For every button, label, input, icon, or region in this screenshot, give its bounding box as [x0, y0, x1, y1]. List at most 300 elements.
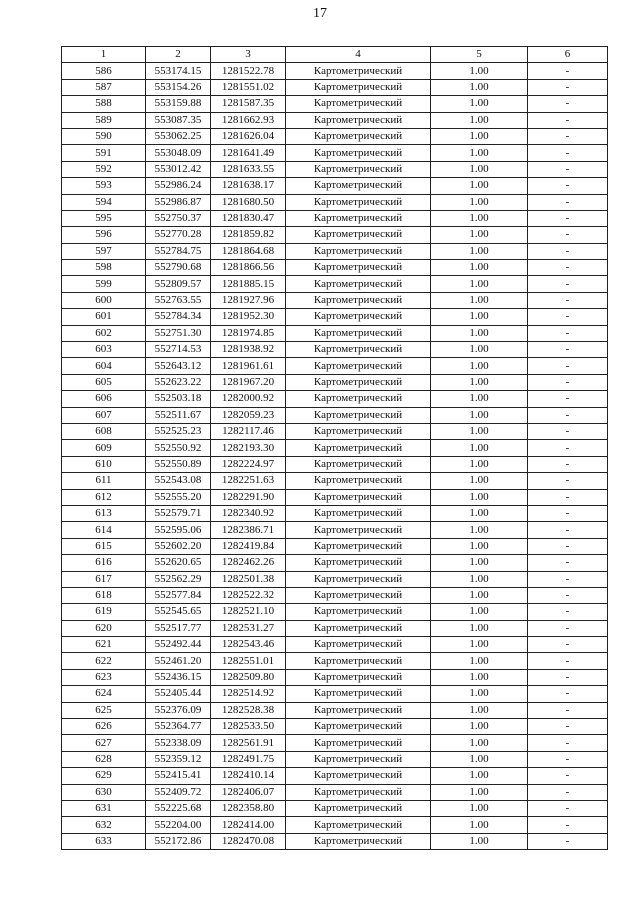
point-number-cell: 621 — [62, 637, 146, 653]
y-coordinate-cell: 1281551.02 — [211, 79, 286, 95]
table-row — [62, 145, 608, 161]
x-coordinate-cell: 552714.53 — [146, 342, 211, 358]
x-coordinate-cell: 552338.09 — [146, 735, 211, 751]
point-number-cell: 606 — [62, 391, 146, 407]
method-cell: Картометрический — [286, 440, 431, 456]
accuracy-cell: 1.00 — [431, 194, 528, 210]
note-cell: - — [528, 538, 608, 554]
note-cell: - — [528, 522, 608, 538]
point-number-cell: 616 — [62, 555, 146, 571]
method-cell: Картометрический — [286, 194, 431, 210]
method-cell: Картометрический — [286, 473, 431, 489]
point-number-cell: 586 — [62, 63, 146, 79]
table-row — [62, 587, 608, 603]
y-coordinate-cell: 1282561.91 — [211, 735, 286, 751]
point-number-cell: 597 — [62, 243, 146, 259]
method-cell: Картометрический — [286, 391, 431, 407]
method-cell: Картометрический — [286, 210, 431, 226]
point-number-cell: 600 — [62, 292, 146, 308]
point-number-cell: 598 — [62, 260, 146, 276]
x-coordinate-cell: 552172.86 — [146, 833, 211, 849]
x-coordinate-cell: 552405.44 — [146, 686, 211, 702]
note-cell: - — [528, 194, 608, 210]
method-cell: Картометрический — [286, 735, 431, 751]
accuracy-cell: 1.00 — [431, 653, 528, 669]
method-cell: Картометрический — [286, 79, 431, 95]
y-coordinate-cell: 1282224.97 — [211, 456, 286, 472]
table-row — [62, 522, 608, 538]
note-cell: - — [528, 178, 608, 194]
table-row — [62, 260, 608, 276]
table-row — [62, 276, 608, 292]
note-cell: - — [528, 407, 608, 423]
note-cell: - — [528, 145, 608, 161]
accuracy-cell: 1.00 — [431, 96, 528, 112]
table-row — [62, 309, 608, 325]
accuracy-cell: 1.00 — [431, 489, 528, 505]
column-header: 4 — [286, 47, 431, 63]
note-cell: - — [528, 833, 608, 849]
y-coordinate-cell: 1281522.78 — [211, 63, 286, 79]
y-coordinate-cell: 1282291.90 — [211, 489, 286, 505]
y-coordinate-cell: 1282000.92 — [211, 391, 286, 407]
accuracy-cell: 1.00 — [431, 79, 528, 95]
method-cell: Картометрический — [286, 292, 431, 308]
point-number-cell: 596 — [62, 227, 146, 243]
y-coordinate-cell: 1281974.85 — [211, 325, 286, 341]
note-cell: - — [528, 817, 608, 833]
point-number-cell: 591 — [62, 145, 146, 161]
table-row — [62, 637, 608, 653]
method-cell: Картометрический — [286, 719, 431, 735]
method-cell: Картометрический — [286, 325, 431, 341]
accuracy-cell: 1.00 — [431, 817, 528, 833]
x-coordinate-cell: 552602.20 — [146, 538, 211, 554]
x-coordinate-cell: 552204.00 — [146, 817, 211, 833]
table-row — [62, 391, 608, 407]
table-row — [62, 538, 608, 554]
point-number-cell: 627 — [62, 735, 146, 751]
y-coordinate-cell: 1282543.46 — [211, 637, 286, 653]
method-cell: Картометрический — [286, 342, 431, 358]
y-coordinate-cell: 1281641.49 — [211, 145, 286, 161]
table-row — [62, 817, 608, 833]
x-coordinate-cell: 552763.55 — [146, 292, 211, 308]
accuracy-cell: 1.00 — [431, 587, 528, 603]
method-cell: Картометрический — [286, 571, 431, 587]
point-number-cell: 608 — [62, 423, 146, 439]
table-row — [62, 686, 608, 702]
accuracy-cell: 1.00 — [431, 555, 528, 571]
method-cell: Картометрический — [286, 407, 431, 423]
y-coordinate-cell: 1282419.84 — [211, 538, 286, 554]
point-number-cell: 617 — [62, 571, 146, 587]
x-coordinate-cell: 553174.15 — [146, 63, 211, 79]
note-cell: - — [528, 128, 608, 144]
accuracy-cell: 1.00 — [431, 538, 528, 554]
point-number-cell: 594 — [62, 194, 146, 210]
accuracy-cell: 1.00 — [431, 702, 528, 718]
x-coordinate-cell: 552550.92 — [146, 440, 211, 456]
note-cell: - — [528, 79, 608, 95]
x-coordinate-cell: 552555.20 — [146, 489, 211, 505]
accuracy-cell: 1.00 — [431, 637, 528, 653]
x-coordinate-cell: 552577.84 — [146, 587, 211, 603]
accuracy-cell: 1.00 — [431, 751, 528, 767]
point-number-cell: 612 — [62, 489, 146, 505]
accuracy-cell: 1.00 — [431, 391, 528, 407]
accuracy-cell: 1.00 — [431, 210, 528, 226]
table-row — [62, 325, 608, 341]
y-coordinate-cell: 1282522.32 — [211, 587, 286, 603]
point-number-cell: 588 — [62, 96, 146, 112]
table-header-row — [62, 47, 608, 63]
accuracy-cell: 1.00 — [431, 63, 528, 79]
point-number-cell: 628 — [62, 751, 146, 767]
point-number-cell: 619 — [62, 604, 146, 620]
x-coordinate-cell: 552620.65 — [146, 555, 211, 571]
note-cell: - — [528, 391, 608, 407]
y-coordinate-cell: 1281885.15 — [211, 276, 286, 292]
point-number-cell: 632 — [62, 817, 146, 833]
method-cell: Картометрический — [286, 637, 431, 653]
accuracy-cell: 1.00 — [431, 768, 528, 784]
point-number-cell: 623 — [62, 669, 146, 685]
point-number-cell: 620 — [62, 620, 146, 636]
table-row — [62, 194, 608, 210]
point-number-cell: 602 — [62, 325, 146, 341]
y-coordinate-cell: 1282251.63 — [211, 473, 286, 489]
method-cell: Картометрический — [286, 161, 431, 177]
accuracy-cell: 1.00 — [431, 456, 528, 472]
x-coordinate-cell: 552376.09 — [146, 702, 211, 718]
accuracy-cell: 1.00 — [431, 358, 528, 374]
accuracy-cell: 1.00 — [431, 260, 528, 276]
y-coordinate-cell: 1282509.80 — [211, 669, 286, 685]
point-number-cell: 626 — [62, 719, 146, 735]
x-coordinate-cell: 552492.44 — [146, 637, 211, 653]
y-coordinate-cell: 1281830.47 — [211, 210, 286, 226]
y-coordinate-cell: 1281626.04 — [211, 128, 286, 144]
point-number-cell: 604 — [62, 358, 146, 374]
x-coordinate-cell: 553087.35 — [146, 112, 211, 128]
column-header: 3 — [211, 47, 286, 63]
y-coordinate-cell: 1282358.80 — [211, 800, 286, 816]
table-row — [62, 702, 608, 718]
page-number: 17 — [313, 6, 327, 21]
x-coordinate-cell: 553012.42 — [146, 161, 211, 177]
y-coordinate-cell: 1282059.23 — [211, 407, 286, 423]
point-number-cell: 630 — [62, 784, 146, 800]
point-number-cell: 624 — [62, 686, 146, 702]
table-row — [62, 63, 608, 79]
y-coordinate-cell: 1281633.55 — [211, 161, 286, 177]
x-coordinate-cell: 552225.68 — [146, 800, 211, 816]
note-cell: - — [528, 260, 608, 276]
point-number-cell: 587 — [62, 79, 146, 95]
x-coordinate-cell: 552986.87 — [146, 194, 211, 210]
point-number-cell: 589 — [62, 112, 146, 128]
note-cell: - — [528, 702, 608, 718]
x-coordinate-cell: 552784.34 — [146, 309, 211, 325]
method-cell: Картометрический — [286, 243, 431, 259]
note-cell: - — [528, 358, 608, 374]
method-cell: Картометрический — [286, 96, 431, 112]
y-coordinate-cell: 1282533.50 — [211, 719, 286, 735]
note-cell: - — [528, 571, 608, 587]
table-row — [62, 358, 608, 374]
x-coordinate-cell: 552751.30 — [146, 325, 211, 341]
accuracy-cell: 1.00 — [431, 145, 528, 161]
point-number-cell: 603 — [62, 342, 146, 358]
accuracy-cell: 1.00 — [431, 423, 528, 439]
accuracy-cell: 1.00 — [431, 571, 528, 587]
note-cell: - — [528, 96, 608, 112]
accuracy-cell: 1.00 — [431, 128, 528, 144]
y-coordinate-cell: 1282462.26 — [211, 555, 286, 571]
note-cell: - — [528, 735, 608, 751]
y-coordinate-cell: 1282406.07 — [211, 784, 286, 800]
y-coordinate-cell: 1282491.75 — [211, 751, 286, 767]
accuracy-cell: 1.00 — [431, 309, 528, 325]
table-row — [62, 653, 608, 669]
x-coordinate-cell: 553048.09 — [146, 145, 211, 161]
point-number-cell: 605 — [62, 374, 146, 390]
y-coordinate-cell: 1281961.61 — [211, 358, 286, 374]
table-row — [62, 374, 608, 390]
method-cell: Картометрический — [286, 374, 431, 390]
y-coordinate-cell: 1282410.14 — [211, 768, 286, 784]
y-coordinate-cell: 1282414.00 — [211, 817, 286, 833]
x-coordinate-cell: 552579.71 — [146, 505, 211, 521]
method-cell: Картометрический — [286, 456, 431, 472]
column-header: 1 — [62, 47, 146, 63]
y-coordinate-cell: 1281662.93 — [211, 112, 286, 128]
point-number-cell: 610 — [62, 456, 146, 472]
note-cell: - — [528, 292, 608, 308]
x-coordinate-cell: 552545.65 — [146, 604, 211, 620]
note-cell: - — [528, 555, 608, 571]
accuracy-cell: 1.00 — [431, 669, 528, 685]
note-cell: - — [528, 243, 608, 259]
note-cell: - — [528, 587, 608, 603]
method-cell: Картометрический — [286, 358, 431, 374]
table-row — [62, 79, 608, 95]
note-cell: - — [528, 653, 608, 669]
accuracy-cell: 1.00 — [431, 735, 528, 751]
method-cell: Картометрический — [286, 669, 431, 685]
method-cell: Картометрический — [286, 800, 431, 816]
point-number-cell: 611 — [62, 473, 146, 489]
method-cell: Картометрический — [286, 555, 431, 571]
note-cell: - — [528, 768, 608, 784]
y-coordinate-cell: 1282193.30 — [211, 440, 286, 456]
x-coordinate-cell: 552809.57 — [146, 276, 211, 292]
table-row — [62, 96, 608, 112]
method-cell: Картометрический — [286, 276, 431, 292]
accuracy-cell: 1.00 — [431, 522, 528, 538]
x-coordinate-cell: 552436.15 — [146, 669, 211, 685]
note-cell: - — [528, 112, 608, 128]
accuracy-cell: 1.00 — [431, 342, 528, 358]
method-cell: Картометрический — [286, 604, 431, 620]
point-number-cell: 592 — [62, 161, 146, 177]
method-cell: Картометрический — [286, 653, 431, 669]
accuracy-cell: 1.00 — [431, 473, 528, 489]
table-row — [62, 669, 608, 685]
accuracy-cell: 1.00 — [431, 178, 528, 194]
x-coordinate-cell: 552461.20 — [146, 653, 211, 669]
x-coordinate-cell: 552359.12 — [146, 751, 211, 767]
y-coordinate-cell: 1281859.82 — [211, 227, 286, 243]
accuracy-cell: 1.00 — [431, 276, 528, 292]
point-number-cell: 607 — [62, 407, 146, 423]
method-cell: Картометрический — [286, 768, 431, 784]
note-cell: - — [528, 440, 608, 456]
point-number-cell: 601 — [62, 309, 146, 325]
table-row — [62, 342, 608, 358]
accuracy-cell: 1.00 — [431, 833, 528, 849]
x-coordinate-cell: 552770.28 — [146, 227, 211, 243]
table-row — [62, 833, 608, 849]
y-coordinate-cell: 1282386.71 — [211, 522, 286, 538]
x-coordinate-cell: 552750.37 — [146, 210, 211, 226]
accuracy-cell: 1.00 — [431, 161, 528, 177]
method-cell: Картометрический — [286, 423, 431, 439]
table-row — [62, 800, 608, 816]
method-cell: Картометрический — [286, 309, 431, 325]
note-cell: - — [528, 719, 608, 735]
method-cell: Картометрический — [286, 112, 431, 128]
note-cell: - — [528, 751, 608, 767]
table-row — [62, 243, 608, 259]
y-coordinate-cell: 1282117.46 — [211, 423, 286, 439]
x-coordinate-cell: 552784.75 — [146, 243, 211, 259]
method-cell: Картометрический — [286, 63, 431, 79]
note-cell: - — [528, 800, 608, 816]
note-cell: - — [528, 505, 608, 521]
method-cell: Картометрический — [286, 702, 431, 718]
y-coordinate-cell: 1282514.92 — [211, 686, 286, 702]
table-row — [62, 489, 608, 505]
table-row — [62, 555, 608, 571]
note-cell: - — [528, 456, 608, 472]
note-cell: - — [528, 227, 608, 243]
point-number-cell: 614 — [62, 522, 146, 538]
x-coordinate-cell: 552623.22 — [146, 374, 211, 390]
x-coordinate-cell: 552525.23 — [146, 423, 211, 439]
point-number-cell: 618 — [62, 587, 146, 603]
y-coordinate-cell: 1281866.56 — [211, 260, 286, 276]
y-coordinate-cell: 1281952.30 — [211, 309, 286, 325]
accuracy-cell: 1.00 — [431, 325, 528, 341]
accuracy-cell: 1.00 — [431, 800, 528, 816]
point-number-cell: 595 — [62, 210, 146, 226]
method-cell: Картометрический — [286, 686, 431, 702]
accuracy-cell: 1.00 — [431, 604, 528, 620]
x-coordinate-cell: 553154.26 — [146, 79, 211, 95]
note-cell: - — [528, 604, 608, 620]
note-cell: - — [528, 489, 608, 505]
method-cell: Картометрический — [286, 833, 431, 849]
table-row — [62, 751, 608, 767]
table-row — [62, 292, 608, 308]
x-coordinate-cell: 552790.68 — [146, 260, 211, 276]
note-cell: - — [528, 669, 608, 685]
x-coordinate-cell: 552595.06 — [146, 522, 211, 538]
note-cell: - — [528, 423, 608, 439]
method-cell: Картометрический — [286, 260, 431, 276]
method-cell: Картометрический — [286, 587, 431, 603]
y-coordinate-cell: 1282528.38 — [211, 702, 286, 718]
table-row — [62, 620, 608, 636]
table-row — [62, 407, 608, 423]
point-number-cell: 593 — [62, 178, 146, 194]
x-coordinate-cell: 553159.88 — [146, 96, 211, 112]
table-row — [62, 456, 608, 472]
x-coordinate-cell: 552364.77 — [146, 719, 211, 735]
accuracy-cell: 1.00 — [431, 374, 528, 390]
method-cell: Картометрический — [286, 620, 431, 636]
table-row — [62, 440, 608, 456]
y-coordinate-cell: 1281680.50 — [211, 194, 286, 210]
table-row — [62, 178, 608, 194]
method-cell: Картометрический — [286, 145, 431, 161]
table-row — [62, 768, 608, 784]
note-cell: - — [528, 637, 608, 653]
y-coordinate-cell: 1281927.96 — [211, 292, 286, 308]
method-cell: Картометрический — [286, 128, 431, 144]
y-coordinate-cell: 1281938.92 — [211, 342, 286, 358]
column-header: 2 — [146, 47, 211, 63]
y-coordinate-cell: 1282531.27 — [211, 620, 286, 636]
method-cell: Картометрический — [286, 751, 431, 767]
note-cell: - — [528, 620, 608, 636]
table-body — [62, 63, 608, 850]
method-cell: Картометрический — [286, 178, 431, 194]
x-coordinate-cell: 552517.77 — [146, 620, 211, 636]
point-number-cell: 629 — [62, 768, 146, 784]
accuracy-cell: 1.00 — [431, 620, 528, 636]
note-cell: - — [528, 210, 608, 226]
table-row — [62, 571, 608, 587]
note-cell: - — [528, 161, 608, 177]
table-row — [62, 128, 608, 144]
point-number-cell: 615 — [62, 538, 146, 554]
point-number-cell: 609 — [62, 440, 146, 456]
y-coordinate-cell: 1282340.92 — [211, 505, 286, 521]
column-header: 5 — [431, 47, 528, 63]
table-row — [62, 735, 608, 751]
accuracy-cell: 1.00 — [431, 292, 528, 308]
method-cell: Картометрический — [286, 227, 431, 243]
y-coordinate-cell: 1281638.17 — [211, 178, 286, 194]
point-number-cell: 590 — [62, 128, 146, 144]
accuracy-cell: 1.00 — [431, 686, 528, 702]
accuracy-cell: 1.00 — [431, 440, 528, 456]
note-cell: - — [528, 325, 608, 341]
coordinates-table — [61, 46, 608, 850]
point-number-cell: 625 — [62, 702, 146, 718]
x-coordinate-cell: 552986.24 — [146, 178, 211, 194]
method-cell: Картометрический — [286, 538, 431, 554]
x-coordinate-cell: 552550.89 — [146, 456, 211, 472]
note-cell: - — [528, 342, 608, 358]
x-coordinate-cell: 552415.41 — [146, 768, 211, 784]
x-coordinate-cell: 553062.25 — [146, 128, 211, 144]
x-coordinate-cell: 552562.29 — [146, 571, 211, 587]
accuracy-cell: 1.00 — [431, 243, 528, 259]
